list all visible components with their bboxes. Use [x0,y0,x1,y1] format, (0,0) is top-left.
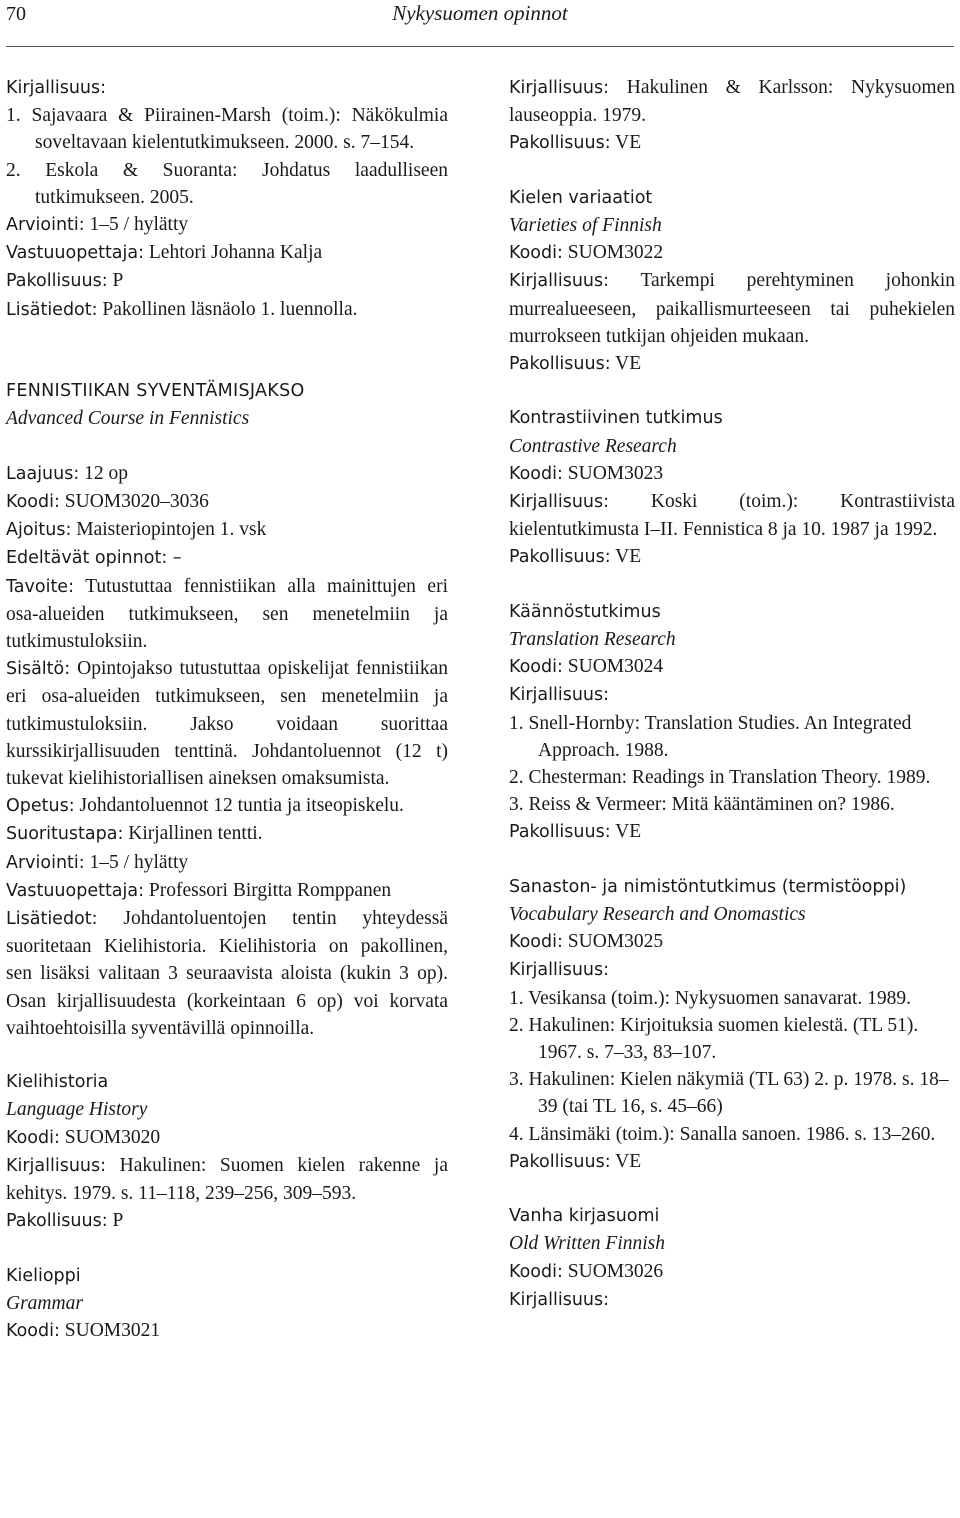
section-heading: FENNISTIIKAN SYVENTÄMISJAKSO [6,381,305,402]
extra-info-line: Lisätiedot: Pakollinen läsnäolo 1. luennolla. [6,298,358,320]
literature-item: 2. Eskola & Suoranta: Johdatus laadulliseen tutkimukseen. 2005. [6,159,448,208]
literature-paragraph: Kirjallisuus: Koski (toim.): Kontrastiivista kielentutkimusta I–II. Fennistica 8 ja 10. 1987 ja 1992. [509,491,955,541]
course-title: Sanaston- ja nimistöntutkimus (termistöoppi) [509,876,907,897]
code-line: Koodi: SUOM3023 [509,462,664,484]
code-line: Koodi: SUOM3026 [509,1260,664,1282]
literature-paragraph: Kirjallisuus: Hakulinen: Suomen kielen rakenne ja kehitys. 1979. s. 11–118, 239–256, 309–593. [6,1154,448,1205]
code-line: Koodi: SUOM3022 [509,242,664,264]
course-subtitle: Grammar [6,1292,83,1314]
scope-line: Laajuus: 12 op [6,462,129,484]
course-subtitle: Varieties of Finnish [509,215,662,236]
left-column [6,74,448,1345]
content-paragraph: Sisältö: Opintojakso tutustuttaa opiskelijat fennistiikan eri osa-alueiden tutkimukseen, sen menetelmiin ja tutkimustuloksiin. Jakso voidaan suorittaa kurssikirjallisuuden tenttinä. Johdantoluennot (12 t) tukevat kielihistoriallisen aineksen omaksumista. [6,658,448,790]
extra-info-paragraph: Lisätiedot: Johdantoluentojen tentin yhteydessä suoritetaan Kielihistoria. Kielihistoria on pakollinen, sen lisäksi valitaan 3 seuraavista aloista (kukin 3 op). Osan kirjallisuudesta (korkeintaan 6 op) voi korvata vaihtoehtoisilla syventävillä opinnoilla. [6,908,448,1039]
completion-line: Suoritustapa: Kirjallinen tentti. [6,823,263,845]
course-subtitle: Language History [6,1099,148,1121]
running-title: Nykysuomen opinnot [392,1,568,25]
prereq-line: Edeltävät opinnot: – [6,548,182,569]
course-title: Kielen variaatiot [509,187,653,208]
mandatory-line: Pakollisuus: VE [509,546,642,568]
grading-line: Arviointi: 1–5 / hylätty [6,214,189,236]
literature-paragraph: Kirjallisuus: Hakulinen & Karlsson: Nykysuomen lauseoppia. 1979. [509,77,955,127]
course-subtitle: Vocabulary Research and Onomastics [509,904,806,926]
mandatory-line: Pakollisuus: VE [509,132,642,154]
course-subtitle: Contrastive Research [509,435,677,457]
literature-label: Kirjallisuus: [509,1289,610,1310]
course-title: Kielihistoria [6,1072,109,1093]
literature-item: 3. Hakulinen: Kielen näkymiä (TL 63) 2. p. 1978. s. 18–39 (tai TL 16, s. 45–66) [509,1069,949,1118]
page-number: 70 [6,3,26,25]
course-subtitle: Translation Research [509,629,676,651]
section-subtitle: Advanced Course in Fennistics [6,408,250,430]
teacher-line: Vastuuopettaja: Lehtori Johanna Kalja [6,242,323,264]
literature-item: 1. Vesikansa (toim.): Nykysuomen sanavarat. 1989. [509,987,912,1009]
objective-paragraph: Tavoite: Tutustuttaa fennistiikan alla mainittujen eri osa-alueiden tutkimukseen, sen menetelmiin ja tutkimustuloksiin. [6,575,448,653]
page-header [0,0,960,48]
code-line: Koodi: SUOM3020 [6,1126,161,1148]
teacher-line: Vastuuopettaja: Professori Birgitta Romppanen [6,879,392,901]
mandatory-line: Pakollisuus: VE [509,821,642,843]
code-line: Koodi: SUOM3024 [509,656,664,678]
code-line: Koodi: SUOM3025 [509,931,664,953]
literature-item: 1. Sajavaara & Piirainen-Marsh (toim.): Näkökulmia soveltavaan kielentutkimukseen. 2000. s. 7–154. [6,105,448,154]
right-column [509,74,955,1314]
literature-paragraph: Kirjallisuus: Tarkempi perehtyminen johonkin murrealueeseen, paikallismurteeseen tai puhekielen murrokseen tutkijan ohjeiden mukaan. [509,270,955,347]
grading-line: Arviointi: 1–5 / hylätty [6,851,189,873]
literature-item: 2. Hakulinen: Kirjoituksia suomen kielestä. (TL 51). 1967. s. 7–33, 83–107. [509,1014,919,1064]
literature-label: Kirjallisuus: [509,685,610,706]
mandatory-line: Pakollisuus: VE [509,1150,642,1172]
literature-item: 3. Reiss & Vermeer: Mitä kääntäminen on? 1986. [509,794,895,816]
mandatory-line: Pakollisuus: P [6,270,124,292]
course-title: Kontrastiivinen tutkimus [509,408,723,429]
mandatory-line: Pakollisuus: VE [509,353,642,375]
literature-item: 1. Snell-Hornby: Translation Studies. An Integrated Approach. 1988. [509,712,912,761]
course-subtitle: Old Written Finnish [509,1233,665,1255]
code-line: Koodi: SUOM3021 [6,1320,161,1342]
course-title: Käännöstutkimus [509,601,661,622]
teaching-paragraph: Opetus: Johdantoluennot 12 tuntia ja itseopiskelu. [6,795,404,817]
mandatory-line: Pakollisuus: P [6,1210,124,1232]
literature-item: 4. Länsimäki (toim.): Sanalla sanoen. 1986. s. 13–260. [509,1123,936,1145]
header-rule [6,46,954,47]
literature-label: Kirjallisuus: [6,78,107,98]
code-line: Koodi: SUOM3020–3036 [6,491,209,512]
course-title: Kielioppi [6,1265,81,1286]
literature-item: 2. Chesterman: Readings in Translation Theory. 1989. [509,767,931,789]
timing-line: Ajoitus: Maisteriopintojen 1. vsk [6,519,267,541]
literature-label: Kirjallisuus: [509,960,610,981]
course-title: Vanha kirjasuomi [509,1206,660,1227]
